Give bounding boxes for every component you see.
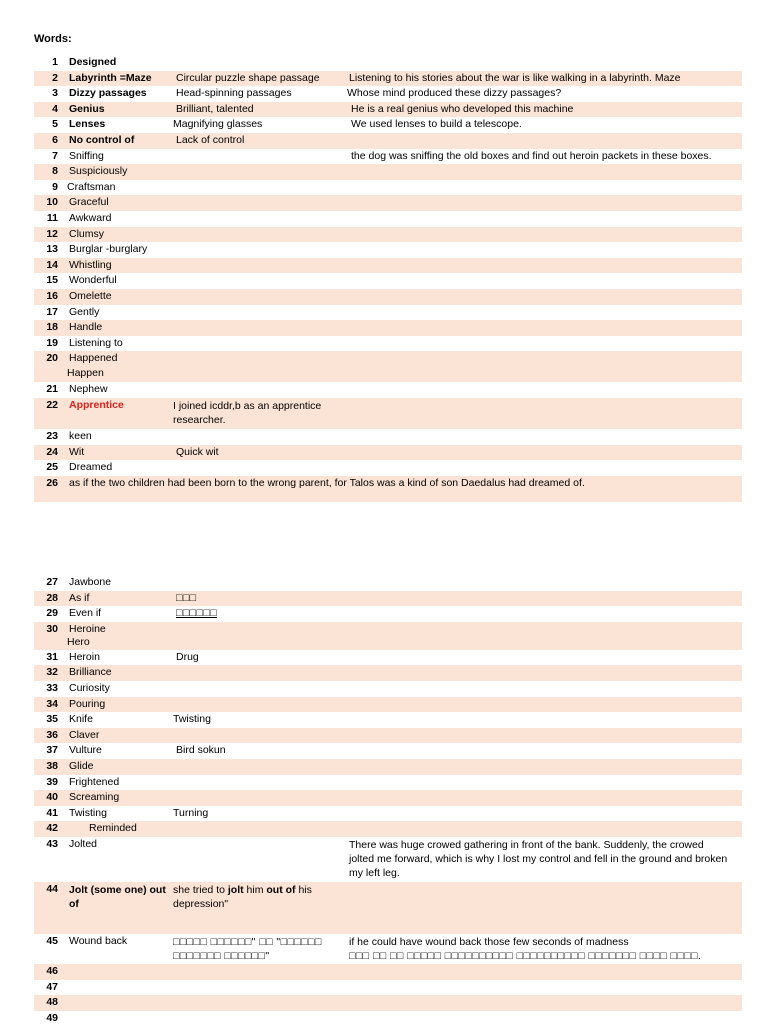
table-row	[34, 211, 742, 227]
table-row	[34, 445, 742, 461]
meaning-cell: Drug	[176, 650, 199, 663]
word-cell: Designed	[69, 56, 117, 68]
meaning-cell: Lack of control	[176, 133, 245, 146]
table-row	[34, 759, 742, 775]
word-cell-secondary: Hero	[67, 635, 90, 648]
table-row	[34, 242, 742, 258]
table-row	[34, 743, 742, 759]
row-number: 49	[46, 1011, 58, 1024]
word-cell: as if the two children had been born to the wrong parent, for Talos was a kind of son Daedalus had dreamed of.	[69, 477, 585, 490]
row-number: 42	[46, 822, 58, 835]
word-cell: Burglar -burglary	[69, 243, 148, 256]
word-cell: Vulture	[69, 744, 102, 757]
word-cell: Genius	[69, 102, 105, 115]
table-row	[34, 882, 742, 934]
row-number: 27	[46, 576, 58, 588]
row-number: 48	[46, 996, 58, 1009]
row-number: 29	[46, 607, 58, 620]
table-row	[34, 697, 742, 713]
word-cell: Twisting	[69, 806, 107, 819]
example-text: if he could have wound back those few seconds of madness	[349, 935, 629, 948]
row-number: 14	[46, 258, 58, 271]
word-cell: Knife	[69, 713, 93, 726]
word-cell: Awkward	[69, 211, 112, 224]
word-cell: Gently	[69, 305, 100, 318]
word-cell: Apprentice	[69, 399, 124, 412]
word-cell: No control of	[69, 133, 135, 146]
row-number: 33	[46, 681, 58, 694]
table-row	[34, 606, 742, 622]
table-row	[34, 575, 742, 591]
word-cell: Jawbone	[69, 576, 112, 588]
meaning-bold-text: out of	[266, 883, 296, 896]
row-number: 12	[46, 227, 58, 240]
word-cell: Sniffing	[69, 149, 104, 162]
row-number: 25	[46, 461, 58, 474]
word-cell: Jolted	[69, 837, 98, 850]
row-number: 10	[46, 196, 58, 209]
table-row	[34, 995, 742, 1011]
row-number: 1	[52, 56, 58, 68]
word-cell: Screaming	[69, 791, 120, 804]
table-row	[34, 117, 742, 133]
meaning-cell: □□□	[176, 591, 197, 604]
row-number: 6	[52, 133, 58, 146]
row-number: 28	[46, 591, 58, 604]
row-number: 11	[46, 211, 58, 224]
word-cell: Graceful	[69, 196, 109, 209]
vocabulary-table-1	[34, 55, 742, 502]
meaning-cell: Bird sokun	[176, 744, 226, 757]
table-row	[34, 476, 742, 502]
table-row	[34, 55, 742, 71]
table-row	[34, 71, 742, 87]
table-row	[34, 934, 742, 964]
word-cell: Whistling	[69, 258, 112, 271]
word-cell: Frightened	[69, 775, 120, 788]
word-cell: Wit	[69, 445, 85, 458]
table-row	[34, 806, 742, 822]
word-cell: Brilliance	[69, 666, 112, 679]
word-cell: Lenses	[69, 118, 106, 131]
word-cell: Omelette	[69, 289, 112, 302]
word-cell: Clumsy	[69, 227, 105, 240]
word-cell: Pouring	[69, 697, 106, 710]
example-cell: the dog was sniffing the old boxes and find out heroin packets in these boxes.	[351, 149, 712, 162]
table-row	[34, 591, 742, 607]
table-row	[34, 351, 742, 382]
word-cell: Craftsman	[67, 180, 116, 193]
word-cell: Nephew	[69, 383, 108, 396]
table-row	[34, 86, 742, 102]
row-number: 19	[46, 336, 58, 349]
meaning-text: his depression"	[173, 883, 312, 910]
word-cell: Handle	[69, 321, 103, 334]
row-number: 5	[52, 118, 58, 131]
example-cell: He is a real genius who developed this machine	[351, 102, 574, 115]
table-row	[34, 837, 742, 882]
row-number: 22	[46, 399, 58, 412]
row-number: 41	[46, 806, 58, 819]
table-row	[34, 273, 742, 289]
row-number: 24	[46, 445, 58, 458]
table-row	[34, 164, 742, 180]
word-cell: Even if	[69, 607, 102, 620]
word-cell: Claver	[69, 728, 100, 741]
word-cell: keen	[69, 430, 92, 443]
word-cell: Dizzy passages	[69, 87, 147, 100]
page-heading: Words:	[34, 33, 72, 45]
word-cell: Reminded	[89, 822, 137, 835]
row-number: 18	[46, 321, 58, 334]
row-number: 21	[46, 383, 58, 396]
table-row	[34, 821, 742, 837]
table-row	[34, 133, 742, 149]
word-cell: Happened	[69, 352, 118, 365]
table-row	[34, 460, 742, 476]
row-number: 13	[46, 243, 58, 256]
row-number: 37	[46, 744, 58, 757]
meaning-cell: Turning	[173, 806, 209, 819]
example-translation: □□□ □□ □□ □□□□□ □□□□□□□□□□ □□□□□□□□□□ □□□□□□□ □□□□ □□□□.	[349, 949, 702, 962]
table-row	[34, 258, 742, 274]
word-cell: Curiosity	[69, 681, 110, 694]
table-row	[34, 336, 742, 352]
meaning-text: she tried to	[173, 883, 228, 896]
word-cell: Heroine	[69, 622, 106, 635]
row-number: 31	[46, 650, 58, 663]
row-number: 40	[46, 791, 58, 804]
table-row	[34, 650, 742, 666]
meaning-cell	[173, 882, 333, 911]
meaning-cell: □□□□□ □□□□□□" □□ "□□□□□□ □□□□□□□ □□□□□□"	[173, 935, 322, 962]
table-row	[34, 180, 742, 196]
row-number: 35	[46, 713, 58, 726]
word-cell: Wonderful	[69, 274, 117, 287]
table-row	[34, 964, 742, 980]
table-row	[34, 622, 742, 650]
meaning-cell: Brilliant, talented	[176, 102, 254, 115]
word-cell: As if	[69, 591, 90, 604]
meaning-cell: Head-spinning passages	[176, 87, 292, 100]
table-row	[34, 665, 742, 681]
example-cell: There was huge crowed gathering in front of the bank. Suddenly, the crowed jolted me forward, which is why I lost my control and fell in the ground and broken my left leg.	[349, 838, 728, 879]
word-cell: Jolt (some one) out of	[69, 883, 166, 910]
table-row	[34, 728, 742, 744]
meaning-cell: □□□□□□	[176, 607, 218, 620]
meaning-text: him	[243, 883, 267, 896]
word-cell-secondary: Happen	[67, 366, 104, 379]
word-cell: Labyrinth =Maze	[69, 71, 152, 84]
word-cell: Heroin	[69, 650, 100, 663]
row-number: 15	[46, 274, 58, 287]
word-cell: Suspiciously	[69, 165, 128, 178]
vocabulary-table-2	[34, 575, 742, 1026]
table-row	[34, 195, 742, 211]
row-number: 46	[46, 964, 58, 977]
table-row	[34, 149, 742, 165]
table-row	[34, 382, 742, 398]
table-row	[34, 305, 742, 321]
row-number: 30	[46, 622, 58, 635]
meaning-cell: I joined icddr,b as an apprentice researcher.	[173, 400, 322, 427]
example-cell: Whose mind produced these dizzy passages?	[347, 87, 562, 100]
word-cell: Glide	[69, 759, 94, 772]
row-number: 26	[46, 477, 58, 490]
row-number: 20	[46, 352, 58, 365]
row-number: 34	[46, 697, 58, 710]
row-number: 2	[52, 71, 58, 84]
table-row	[34, 980, 742, 996]
table-row	[34, 790, 742, 806]
meaning-cell: Twisting	[173, 713, 211, 726]
row-number: 4	[52, 102, 58, 115]
table-row	[34, 227, 742, 243]
table-row	[34, 320, 742, 336]
meaning-bold-text: jolt	[227, 883, 244, 896]
row-number: 32	[46, 666, 58, 679]
example-cell: Listening to his stories about the war is like walking in a labyrinth. Maze	[349, 71, 681, 84]
example-cell: We used lenses to build a telescope.	[351, 118, 522, 131]
table-row	[34, 712, 742, 728]
table-row	[34, 102, 742, 118]
example-cell	[349, 934, 744, 963]
row-number: 8	[52, 165, 58, 178]
meaning-cell: Circular puzzle shape passage	[176, 71, 320, 84]
row-number: 9	[52, 180, 58, 193]
row-number: 43	[46, 837, 58, 850]
table-row	[34, 681, 742, 697]
row-number: 39	[46, 775, 58, 788]
word-cell: Dreamed	[69, 461, 113, 474]
row-number: 23	[46, 430, 58, 443]
meaning-cell: Quick wit	[176, 445, 219, 458]
row-number: 3	[52, 87, 58, 100]
table-row	[34, 398, 742, 429]
meaning-cell: Magnifying glasses	[173, 118, 263, 131]
row-number: 44	[46, 882, 58, 895]
row-number: 7	[52, 149, 58, 162]
word-cell: Wound back	[69, 934, 128, 947]
row-number: 38	[46, 759, 58, 772]
table-row	[34, 429, 742, 445]
row-number: 47	[46, 980, 58, 993]
row-number: 45	[46, 934, 58, 947]
row-number: 36	[46, 728, 58, 741]
table-row	[34, 289, 742, 305]
table-row	[34, 775, 742, 791]
row-number: 17	[46, 305, 58, 318]
row-number: 16	[46, 289, 58, 302]
word-cell: Listening to	[69, 336, 123, 349]
